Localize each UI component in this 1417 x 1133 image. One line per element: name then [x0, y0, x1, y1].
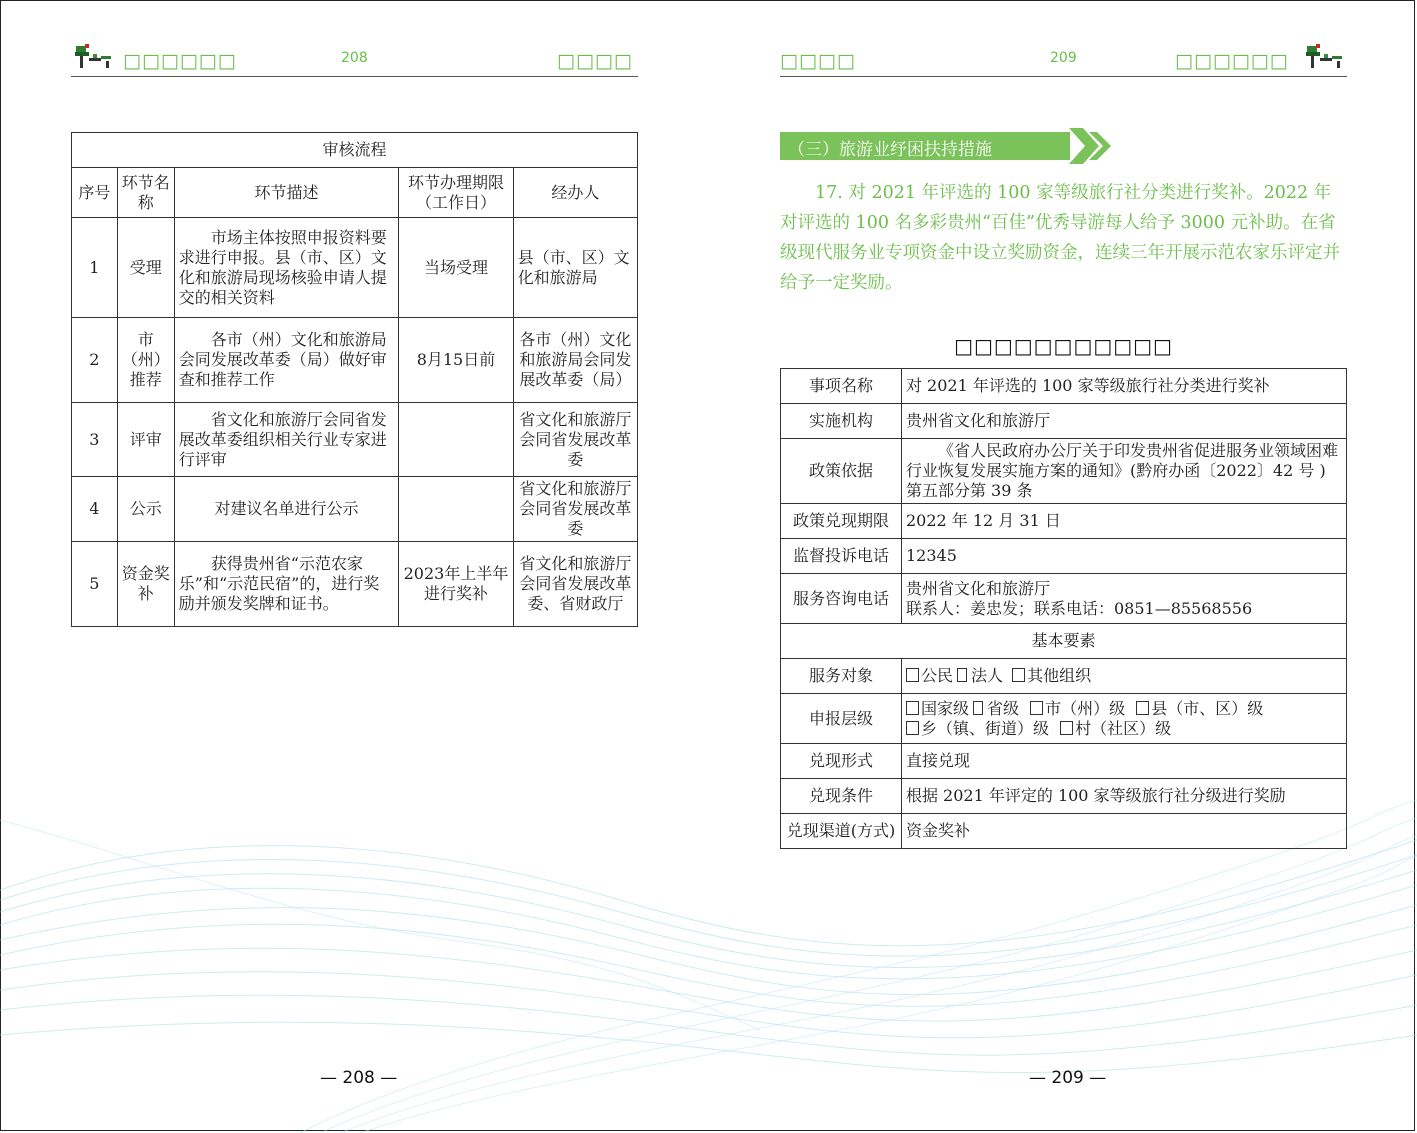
row-number: 2 [72, 318, 118, 403]
policy-paragraph [780, 178, 1347, 298]
row-value: 直接兑现 [901, 744, 1346, 779]
step-description: 对建议名单进行公示 [174, 477, 399, 542]
table-row [781, 744, 1347, 779]
table-row [72, 542, 638, 627]
bonsai-logo-icon [1302, 42, 1346, 72]
table-row [781, 404, 1347, 439]
step-description: 各市（州）文化和旅游局会同发展改革委（局）做好审查和推荐工作 [174, 318, 399, 403]
row-number: 5 [72, 542, 118, 627]
checkbox-national[interactable] [906, 701, 919, 715]
table-row [72, 477, 638, 542]
step-deadline: 2023年上半年进行奖补 [399, 542, 513, 627]
header-subtitle: □□□□ [780, 50, 856, 72]
header-page-number: 208 [341, 50, 368, 66]
checkbox-legal-person[interactable] [957, 668, 967, 682]
bonsai-logo-icon [71, 42, 115, 72]
step-handler: 各市（州）文化和旅游局会同发展改革委（局） [513, 318, 637, 403]
step-deadline [399, 403, 513, 477]
row-label: 服务对象 [781, 659, 902, 694]
row-label: 兑现渠道(方式) [781, 814, 902, 849]
table-row [72, 403, 638, 477]
header-page-number: 209 [1050, 50, 1077, 66]
section-banner [780, 132, 1070, 160]
page-footer: — 209 — [1029, 1068, 1107, 1088]
checkbox-provincial[interactable] [973, 701, 983, 715]
row-label: 政策兑现期限 [781, 504, 902, 539]
option-label: 村（社区）级 [1075, 718, 1172, 738]
row-number: 1 [72, 218, 118, 318]
table-row [781, 659, 1347, 694]
col-header: 经办人 [513, 168, 637, 218]
step-deadline: 8月15日前 [399, 318, 513, 403]
col-header: 环节名称 [117, 168, 174, 218]
consult-contact: 联系人：姜忠发；联系电话：0851—85568556 [905, 598, 1253, 618]
checkbox-county[interactable] [1136, 701, 1149, 715]
row-value: 对 2021 年评选的 100 家等级旅行社分类进行奖补 [901, 369, 1346, 404]
table-row [781, 369, 1347, 404]
policy-info-table [780, 368, 1347, 849]
checkbox-township[interactable] [906, 721, 919, 735]
left-page [0, 0, 708, 1133]
page-footer: — 208 — [320, 1068, 398, 1088]
checkbox-other-org[interactable] [1012, 668, 1025, 682]
option-label: 省级 [986, 698, 1019, 718]
row-value: 2022 年 12 月 31 日 [901, 504, 1346, 539]
step-handler: 省文化和旅游厅会同省发展改革委、省财政厅 [513, 542, 637, 627]
row-label: 实施机构 [781, 404, 902, 439]
header-title: □□□□□□ [123, 50, 237, 72]
step-handler: 省文化和旅游厅会同省发展改革委 [513, 477, 637, 542]
step-deadline [399, 477, 513, 542]
table-row [781, 574, 1347, 624]
double-chevron-icon [1069, 128, 1119, 164]
table-row [781, 439, 1347, 504]
table-row [781, 814, 1347, 849]
table-row [781, 779, 1347, 814]
step-description: 省文化和旅游厅会同省发展改革委组织相关行业专家进行评审 [174, 403, 399, 477]
option-label: 市（州）级 [1045, 698, 1126, 718]
option-label: 乡（镇、街道）级 [920, 718, 1049, 738]
header-title: □□□□□□ [1175, 50, 1289, 72]
header-subtitle: □□□□ [557, 50, 633, 72]
checkbox-village[interactable] [1060, 721, 1073, 735]
consult-org: 贵州省文化和旅游厅 [905, 578, 1050, 598]
option-label: 国家级 [920, 698, 969, 718]
table-row [781, 539, 1347, 574]
table-row [72, 318, 638, 403]
table-row [72, 218, 638, 318]
paragraph-text: 17. 对 2021 年评选的 100 家等级旅行社分类进行奖补。2022 年对评选的 100 名多彩贵州“百佳”优秀导游每人给予 3000 元补助。在省级现代服务业专项资金中设立奖励资金，连续三年开展示范农家乐评定并给予一定奖励。 [780, 183, 1340, 293]
step-description: 市场主体按照申报资料要求进行申报。县（市、区）文化和旅游局现场核验申请人提交的相关资料 [174, 218, 399, 318]
option-label: 法人 [970, 666, 1003, 685]
row-value: 12345 [901, 539, 1346, 574]
row-value: 贵州省文化和旅游厅 [901, 404, 1346, 439]
option-label: 县（市、区）级 [1151, 698, 1264, 718]
row-label: 政策依据 [781, 439, 902, 504]
page-header [780, 40, 1347, 77]
col-header: 序号 [72, 168, 118, 218]
row-label: 服务咨询电话 [781, 574, 902, 624]
col-header: 环节描述 [174, 168, 399, 218]
step-name: 公示 [117, 477, 174, 542]
step-deadline: 当场受理 [399, 218, 513, 318]
step-name: 市（州）推荐 [117, 318, 174, 403]
step-name: 资金奖补 [117, 542, 174, 627]
basic-elements-row [781, 624, 1347, 659]
table-row [781, 694, 1347, 744]
row-label: 监督投诉电话 [781, 539, 902, 574]
section-title: （三）旅游业纾困扶持措施 [788, 140, 992, 160]
table-title: □□□□□□□□□□□ [954, 334, 1173, 358]
step-name: 受理 [117, 218, 174, 318]
service-target-options [901, 659, 1346, 694]
checkbox-city[interactable] [1030, 701, 1043, 715]
table-title: 审核流程 [72, 133, 638, 168]
apply-level-options [901, 694, 1346, 744]
row-value: 资金奖补 [901, 814, 1346, 849]
row-number: 3 [72, 403, 118, 477]
review-process-table [71, 132, 638, 627]
row-value [901, 574, 1346, 624]
row-label: 事项名称 [781, 369, 902, 404]
step-handler: 省文化和旅游厅会同省发展改革委 [513, 403, 637, 477]
table-row [781, 504, 1347, 539]
col-header: 环节办理期限（工作日） [399, 168, 513, 218]
right-page [709, 0, 1417, 1133]
row-value: 根据 2021 年评定的 100 家等级旅行社分级进行奖励 [901, 779, 1346, 814]
row-label: 申报层级 [781, 694, 902, 744]
step-description: 获得贵州省“示范农家乐”和“示范民宿”的，进行奖励并颁发奖牌和证书。 [174, 542, 399, 627]
checkbox-citizen[interactable] [906, 668, 919, 682]
basic-elements-header: 基本要素 [781, 624, 1347, 659]
option-label: 公民 [920, 666, 953, 685]
row-label: 兑现条件 [781, 779, 902, 814]
option-label: 其他组织 [1027, 666, 1092, 685]
step-handler: 县（市、区）文化和旅游局 [513, 218, 637, 318]
row-label: 兑现形式 [781, 744, 902, 779]
page-header [71, 40, 638, 77]
row-value: 《省人民政府办公厅关于印发贵州省促进服务业领域困难行业恢复发展实施方案的通知》(黔府办函〔2022〕42 号 ) 第五部分第 39 条 [901, 439, 1346, 504]
step-name: 评审 [117, 403, 174, 477]
row-number: 4 [72, 477, 118, 542]
